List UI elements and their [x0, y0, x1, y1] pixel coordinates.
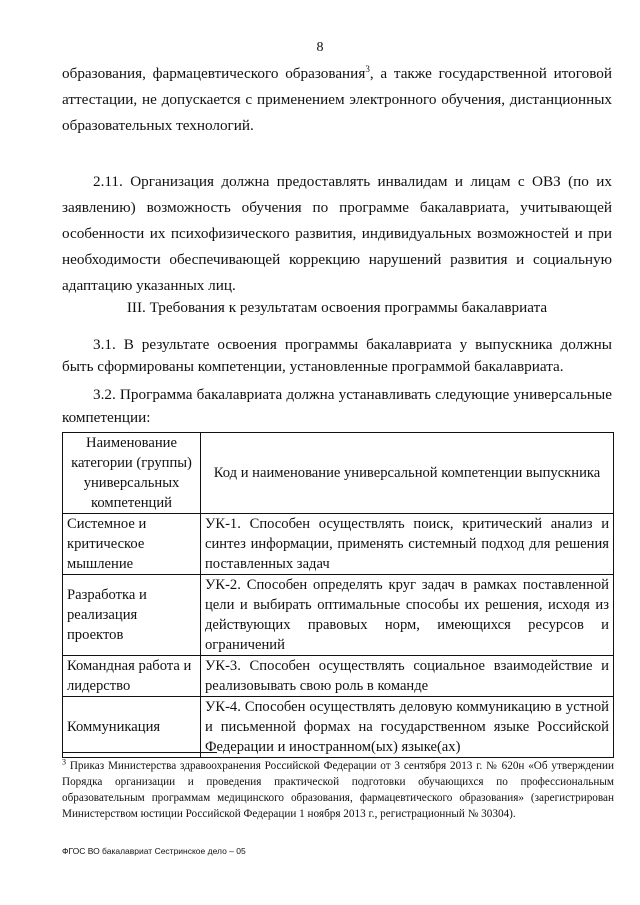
- footnote-text: Приказ Министерства здравоохранения Российской Федерации от 3 сентября 2013 г. № 620н «Об утверждении Порядка организации и проведения практической подготовки обучающихся по профессиональным образовательным программам медицинского образования, фармацевтического образования» (зарегистрирован Министерством юстиции Российской Федерации 1 ноября 2013 г., регистрационный № 30304).: [62, 760, 615, 820]
- paragraph-continuation-text-end: , а также государственной итоговой аттестации, не допускается с применением электронного обучения, дистанционных образовательных технологий.: [62, 65, 612, 134]
- paragraph-continuation-text-start: образования, фармацевтического образования: [62, 65, 366, 82]
- paragraph-continuation: [62, 61, 612, 139]
- footnote: [62, 758, 614, 822]
- table-header-competence: Код и наименование универсальной компетенции выпускника: [201, 433, 614, 514]
- table-header-category: Наименование категории (группы) универсальных компетенций: [63, 433, 201, 514]
- table-cell-competence: УК-3. Способен осуществлять социальное взаимодействие и реализовывать свою роль в команде: [201, 656, 614, 697]
- table-row: [63, 514, 614, 575]
- table-cell-competence: УК-2. Способен определять круг задач в рамках поставленной цели и выбирать оптимальные способы их решения, исходя из действующих правовых норм, имеющихся ресурсов и ограничений: [201, 575, 614, 656]
- table-cell-category: Коммуникация: [63, 697, 201, 758]
- table-cell-competence: УК-1. Способен осуществлять поиск, критический анализ и синтез информации, применять системный подход для решения поставленных задач: [201, 514, 614, 575]
- paragraph-3-1: [62, 334, 612, 378]
- paragraph-3-1-text: 3.1. В результате освоения программы бакалавриата у выпускника должны быть сформированы компетенции, установленные программой бакалавриата.: [62, 336, 612, 375]
- table-row: [63, 575, 614, 656]
- document-footer: ФГОС ВО бакалавриат Сестринское дело – 05: [62, 846, 246, 856]
- table-row: [63, 656, 614, 697]
- table-cell-category: Системное и критическое мышление: [63, 514, 201, 575]
- table-row: [63, 697, 614, 758]
- paragraph-3-2: [62, 383, 612, 429]
- competences-table: [62, 432, 614, 758]
- table-cell-category: Командная работа и лидерство: [63, 656, 201, 697]
- paragraph-3-2-text: 3.2. Программа бакалавриата должна устанавливать следующие универсальные компетенции:: [62, 386, 612, 426]
- page-number: 8: [316, 40, 324, 55]
- footnote-reference[interactable]: 3: [365, 63, 370, 74]
- table-cell-competence: УК-4. Способен осуществлять деловую коммуникацию в устной и письменной формах на государственном языке Российской Федерации и иностранном(ых) языке(ах): [201, 697, 614, 758]
- paragraph-2-11-text: 2.11. Организация должна предоставлять инвалидам и лицам с ОВЗ (по их заявлению) возможность обучения по программе бакалавриата, учитывающей особенности их психофизического развития, индивидуальных возможностей и при необходимости обеспечивающей коррекцию нарушений развития и социальную адаптацию указанных лиц.: [62, 173, 612, 294]
- paragraph-2-11: [62, 169, 612, 299]
- table-cell-category: Разработка и реализация проектов: [63, 575, 201, 656]
- section-heading: III. Требования к результатам освоения программы бакалавриата: [126, 299, 548, 316]
- table-header-row: [63, 433, 614, 514]
- footnote-divider: [62, 752, 217, 753]
- footnote-number: 3: [62, 757, 66, 767]
